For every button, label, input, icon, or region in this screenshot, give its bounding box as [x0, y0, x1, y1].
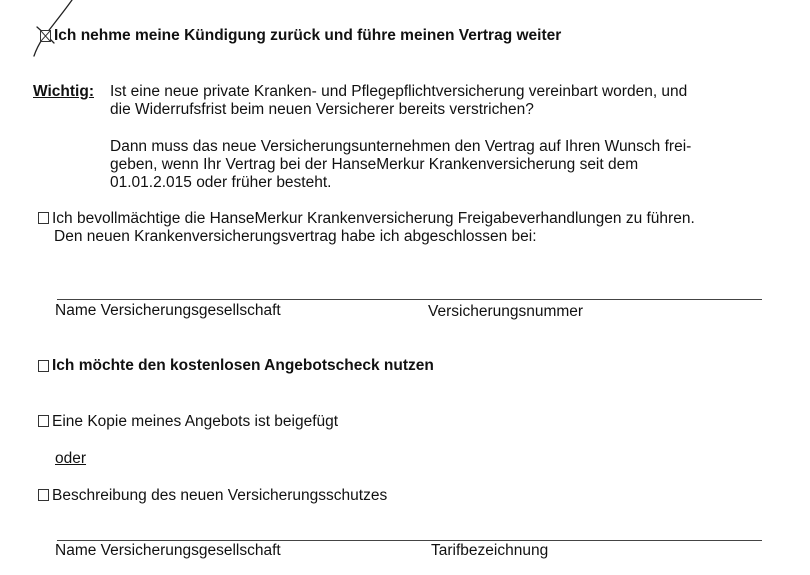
- tariff-label: Tarifbezeichnung: [431, 542, 549, 559]
- withdraw-checkbox[interactable]: [40, 30, 51, 42]
- insurer-name-label-2: Name Versicherungsgesellschaft: [55, 542, 281, 559]
- important-para2-line-3: 01.01.2.015 oder früher besteht.: [110, 174, 332, 191]
- check-cross-icon: [41, 31, 50, 41]
- description-checkbox[interactable]: [38, 489, 49, 501]
- important-line-1: Ist eine neue private Kranken- und Pflegepflichtversicherung vereinbart worden, und: [110, 83, 688, 100]
- handwritten-cross-mark: [0, 0, 90, 90]
- insurer-tariff-input-line[interactable]: [57, 540, 762, 541]
- authorize-checkbox[interactable]: [38, 212, 49, 224]
- insurer-name-label: Name Versicherungsgesellschaft: [55, 302, 281, 319]
- copy-attached-label: Eine Kopie meines Angebots ist beigefügt: [52, 413, 339, 430]
- offer-check-label: Ich möchte den kostenlosen Angebotscheck nutzen: [52, 357, 434, 374]
- description-label: Beschreibung des neuen Versicherungsschutzes: [52, 487, 388, 504]
- or-label: oder: [55, 450, 87, 467]
- important-para2-line-2: geben, wenn Ihr Vertrag bei der HanseMerkur Krankenversicherung seit dem: [110, 156, 639, 173]
- withdraw-label: Ich nehme meine Kündigung zurück und führe meinen Vertrag weiter: [54, 27, 562, 44]
- offer-check-checkbox[interactable]: [38, 360, 49, 372]
- insurer-number-input-line[interactable]: [57, 299, 762, 300]
- authorize-line-1: Ich bevollmächtige die HanseMerkur Krankenversicherung Freigabeverhandlungen zu führen.: [52, 210, 695, 227]
- important-para2-line-1: Dann muss das neue Versicherungsunternehmen den Vertrag auf Ihren Wunsch frei-: [110, 138, 692, 155]
- important-heading: Wichtig:: [33, 83, 94, 100]
- copy-attached-checkbox[interactable]: [38, 415, 49, 427]
- authorize-line-2: Den neuen Krankenversicherungsvertrag habe ich abgeschlossen bei:: [54, 228, 537, 245]
- insurance-number-label: Versicherungsnummer: [428, 303, 584, 320]
- important-line-2: die Widerrufsfrist beim neuen Versicherer bereits verstrichen?: [110, 101, 534, 118]
